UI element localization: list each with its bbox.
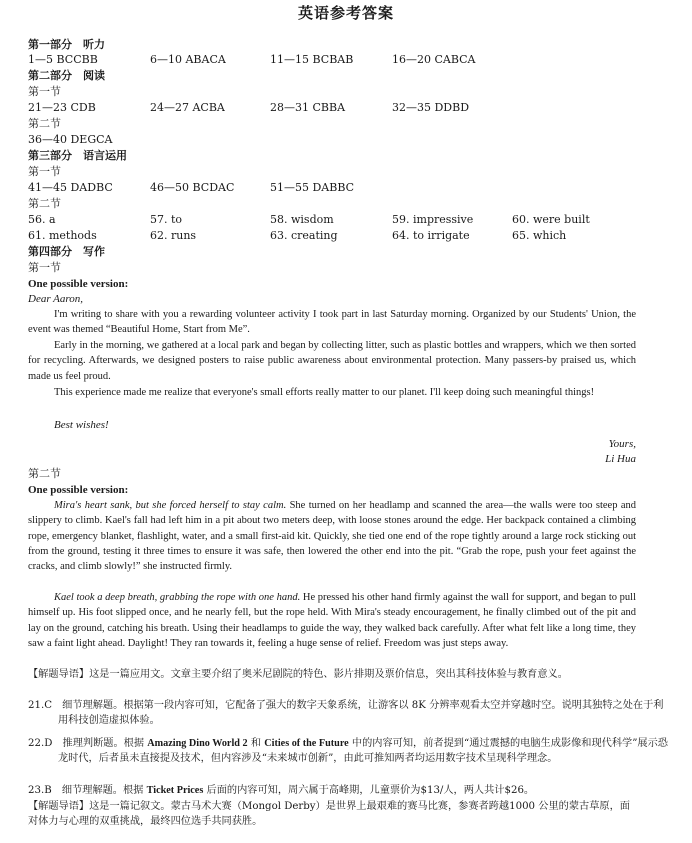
answer-item: 61. methods — [28, 229, 97, 242]
explanation-keyword: Amazing Dino World 2 — [147, 738, 248, 749]
explanation-item — [28, 783, 670, 798]
answer-group: 51—55 DABBC — [270, 181, 355, 194]
explanation-head: 22.D 推理判断题。根据 — [28, 738, 148, 749]
letter-closing: Best wishes! — [54, 419, 109, 431]
story-paragraph — [28, 590, 636, 651]
section-label: 第二节 — [28, 197, 61, 210]
explanation-body: 后面的内容可知，周六属于高峰期，儿童票价为$13/人，两人共计$26。 — [203, 785, 535, 796]
answer-group: 21—23 CDB — [28, 101, 96, 114]
explanation-item — [28, 698, 670, 728]
explanation-head: 21.C 细节理解题。 — [28, 700, 124, 711]
section-label: 第一节 — [28, 165, 61, 178]
letter-paragraph: Early in the morning, we gathered at a local park and began by collecting litter, such as plastic bottles and wrappers, which we then sorted for recycling. Afterwards, we designed posters to raise public awareness about environmental protection. Many passers-by praised us, which made us feel proud. — [28, 340, 636, 382]
answer-group: 41—45 DADBC — [28, 181, 113, 194]
part3-heading: 第三部分 语言运用 — [28, 149, 127, 162]
part2-heading: 第二部分 阅读 — [28, 69, 105, 82]
letter-paragraph: This experience made me realize that everyone's small efforts really matter to our planet. I'll keep doing such meaningful things! — [54, 387, 595, 398]
letter-salutation: Dear Aaron, — [28, 293, 83, 305]
story-paragraph — [28, 498, 636, 574]
answer-group: 36—40 DEGCA — [28, 133, 113, 146]
part4-heading: 第四部分 写作 — [28, 245, 105, 258]
answer-group: 11—15 BCBAB — [270, 53, 354, 66]
answer-group: 24—27 ACBA — [150, 101, 225, 114]
explanation-keyword: Cities of the Future — [264, 738, 349, 749]
explanation-body: 中的内容可知，前者提到“通过震撼的电脑生成影像和现代科学”展示恐龙时代，后者虽未直接提及技术，但内容涉及“未来城市创新”，由此可推知两者均运用数字技术呈现科学理念。 — [58, 738, 668, 765]
letter-yours: Yours, — [608, 438, 636, 450]
story-text: She turned on her headlamp and scanned the area—the walls were too steep and slippery to climb. Kael's fall had left him in a pit about two meters deep, with loose stones around the edge. Her backpack contained a climbing rope, emergency blanket, flashlight, water, and a small first-aid kit. Quickly, she tied one end of the rope tightly around a large rock sticking out from the ground, testing it three times to ensure it was safe, then lowered the other end into the pit. “Grab the rope, push your feet against the cracks, and climb slowly!” she instructed firmly. — [28, 500, 636, 573]
letter-signature: Li Hua — [605, 453, 636, 465]
answer-group: 28—31 CBBA — [270, 101, 346, 114]
section-label: 第二节 — [28, 117, 61, 130]
answer-item: 56. a — [28, 213, 56, 226]
answer-item: 59. impressive — [392, 213, 474, 226]
story-opening-sentence: Kael took a deep breath, grabbing the rope with one hand. — [54, 592, 301, 603]
answer-item: 57. to — [150, 213, 183, 226]
explanation-intro: 【解题导语】这是一篇记叙文。蒙古马术大赛（Mongol Derby）是世界上最艰难的赛马比赛，参赛者跨越1000 公里的蒙古草原，面对体力与心理的双重挑战，最终四位选手共同获胜。 — [28, 801, 630, 828]
answer-item: 64. to irrigate — [392, 229, 470, 242]
version-label: One possible version: — [28, 484, 129, 496]
answer-group: 6—10 ABACA — [150, 53, 226, 66]
answer-group: 46—50 BCDAC — [150, 181, 235, 194]
explanation-intro: 【解题导语】这是一篇应用文。文章主要介绍了奥米尼剧院的特色、影片排期及票价信息，突出其科技体验与教育意义。 — [28, 669, 568, 680]
story-opening-sentence: Mira's heart sank, but she forced herself to stay calm. — [54, 500, 287, 511]
answer-item: 65. which — [512, 229, 567, 242]
section-label: 第一节 — [28, 85, 61, 98]
explanation-head: 23.B 细节理解题。根据 — [28, 785, 147, 796]
version-label: One possible version: — [28, 278, 129, 290]
answer-item: 58. wisdom — [270, 213, 334, 226]
story-text: He pressed his other hand firmly against the wall for support, and began to pull himself up. His foot slipped once, and he nearly fell, but the rope held. With Mira's steady encouragement, he finally climbed out of the pit and lay on the ground, catching his breath. Using their headlamps to guide the way, they walked back carefully. After what felt like a long time, they saw a faint light ahead. Daylight! They ran towards it, feeling a huge sense of relief. Freedom was just steps away. — [28, 592, 636, 649]
explanation-body: 根据第一段内容可知，它配备了强大的数字天象系统，让游客以 8K 分辨率观看太空并穿越时空。说明其独特之处在于利用科技创造虚拟体验。 — [58, 700, 664, 727]
section-label: 第二节 — [28, 467, 61, 480]
section-label: 第一节 — [28, 261, 61, 274]
letter-paragraph: I'm writing to share with you a rewarding volunteer activity I took part in last Saturday morning. Organized by our Students' Union, the event was themed “Beautiful Home, Start from Me”. — [28, 309, 636, 336]
part1-heading: 第一部分 听力 — [28, 38, 105, 51]
answer-group: 32—35 DDBD — [392, 101, 470, 114]
answer-group: 1—5 BCCBB — [28, 53, 98, 66]
answer-item: 60. were built — [512, 213, 590, 226]
answer-group: 16—20 CABCA — [392, 53, 476, 66]
explanation-text: 和 — [247, 738, 265, 749]
explanation-keyword: Ticket Prices — [146, 785, 204, 796]
answer-item: 62. runs — [150, 229, 197, 242]
explanation-item — [28, 736, 670, 766]
answer-item: 63. creating — [270, 229, 338, 242]
page-title: 英语参考答案 — [297, 4, 394, 22]
